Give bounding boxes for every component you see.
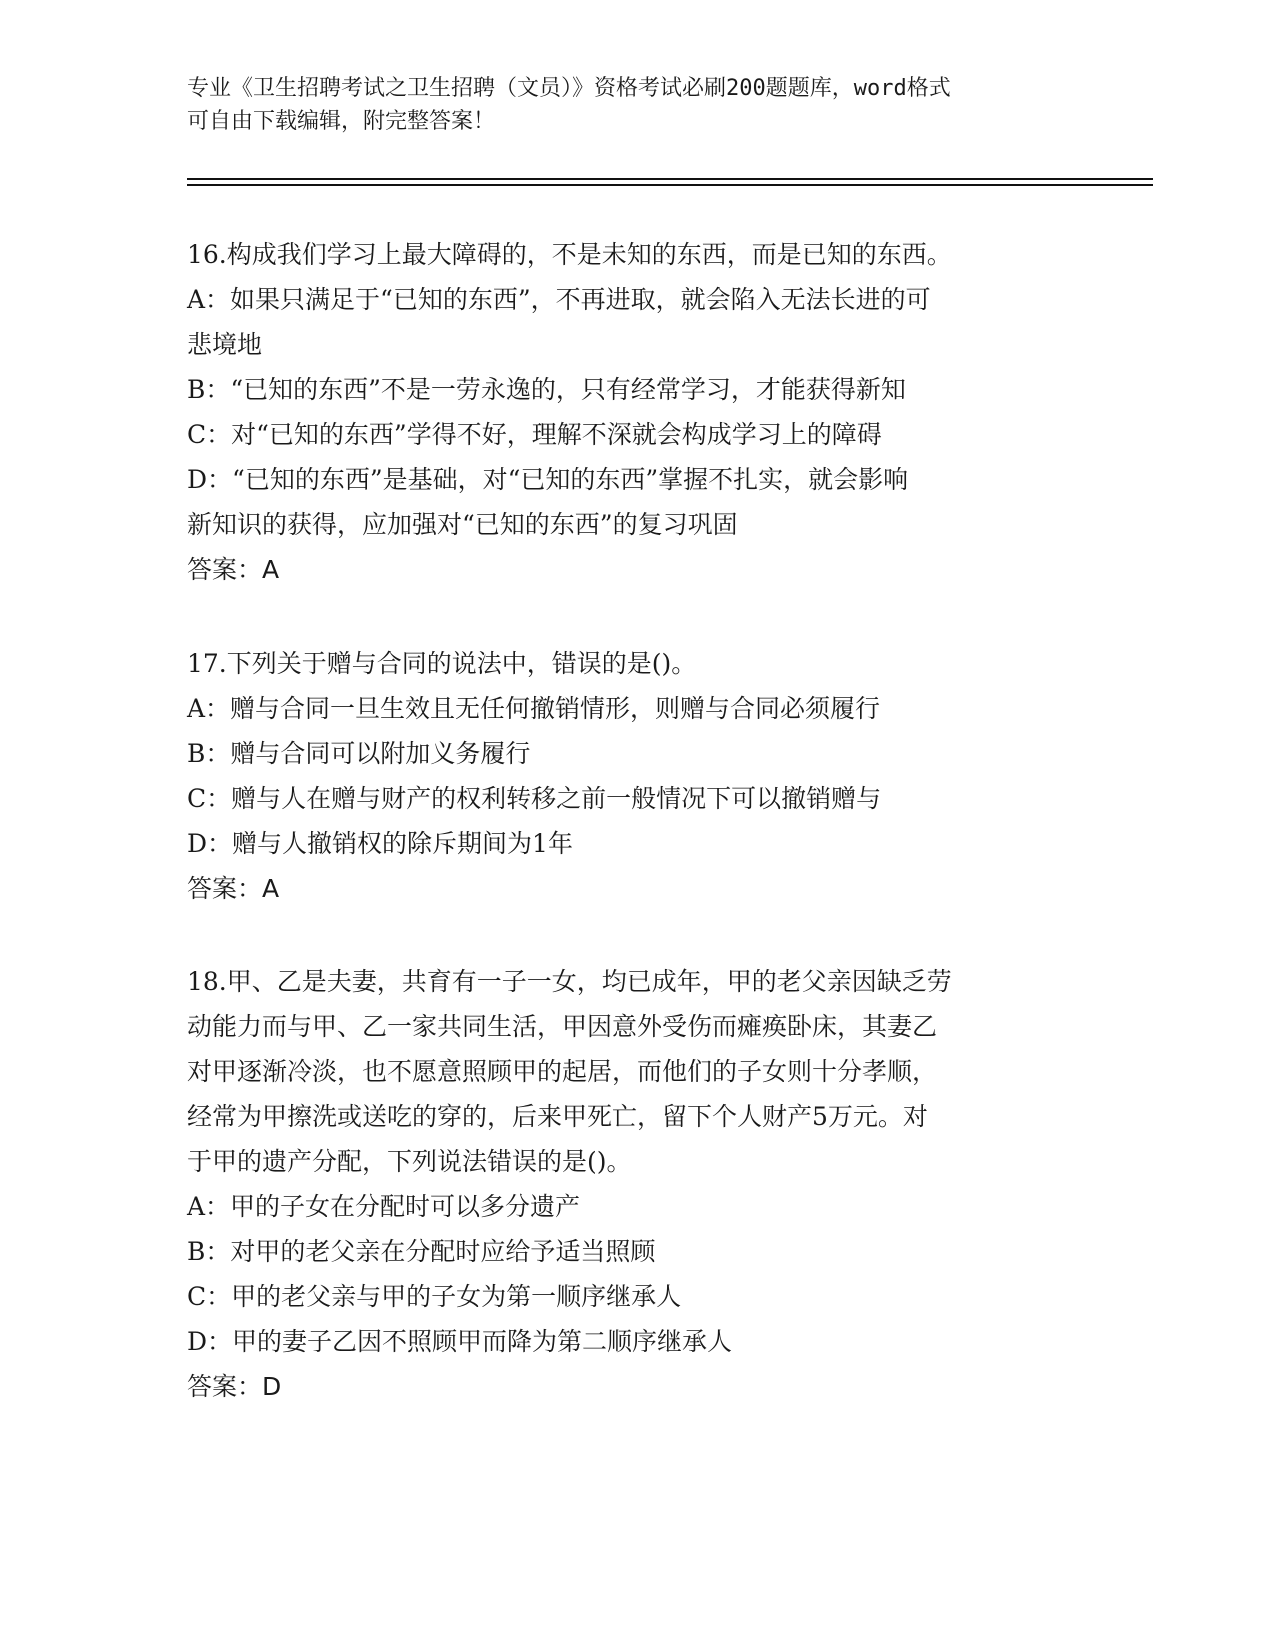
- question-18-stem-3: 对甲逐渐冷淡，也不愿意照顾甲的起居，而他们的子女则十分孝顺，: [187, 1057, 938, 1086]
- header-rule-top: [187, 178, 1153, 180]
- question-16-stem: 16.构成我们学习上最大障碍的，不是未知的东西，而是已知的东西。: [187, 240, 952, 269]
- question-17-stem: 17.下列关于赠与合同的说法中，错误的是()。: [187, 649, 697, 678]
- question-17-option-a: A：赠与合同一旦生效且无任何撤销情形，则赠与合同必须履行: [187, 694, 881, 723]
- question-16-option-d: D：“已知的东西”是基础，对“已知的东西”掌握不扎实，就会影响: [187, 465, 909, 494]
- question-16-option-b: B：“已知的东西”不是一劳永逸的，只有经常学习，才能获得新知: [187, 375, 906, 404]
- question-18-option-c: C：甲的老父亲与甲的子女为第一顺序继承人: [187, 1282, 682, 1311]
- question-16-option-d-cont: 新知识的获得，应加强对“已知的东西”的复习巩固: [187, 510, 738, 539]
- document-header: [187, 72, 1087, 138]
- question-17-option-b: B：赠与合同可以附加义务履行: [187, 739, 531, 768]
- question-16-option-c: C：对“已知的东西”学得不好，理解不深就会构成学习上的障碍: [187, 420, 882, 449]
- question-18-option-a: A：甲的子女在分配时可以多分遗产: [187, 1192, 581, 1221]
- question-17-answer: 答案：A: [187, 874, 280, 903]
- question-18: [187, 959, 1087, 1409]
- question-16-option-a-cont: 悲境地: [187, 330, 263, 359]
- header-line-1: 专业《卫生招聘考试之卫生招聘（文员）》资格考试必刷200题题库，word格式: [187, 76, 951, 101]
- question-18-option-d: D：甲的妻子乙因不照顾甲而降为第二顺序继承人: [187, 1327, 733, 1356]
- question-18-stem-4: 经常为甲擦洗或送吃的穿的，后来甲死亡，留下个人财产5万元。对: [187, 1102, 928, 1131]
- question-16: [187, 232, 1087, 592]
- question-18-stem-5: 于甲的遗产分配，下列说法错误的是()。: [187, 1147, 632, 1176]
- question-17-option-c: C：赠与人在赠与财产的权利转移之前一般情况下可以撤销赠与: [187, 784, 882, 813]
- header-rule-bottom: [187, 184, 1153, 186]
- question-18-stem-2: 动能力而与甲、乙一家共同生活，甲因意外受伤而瘫痪卧床，其妻乙: [187, 1012, 938, 1041]
- header-line-2: 可自由下载编辑，附完整答案！: [187, 109, 496, 134]
- question-17: [187, 641, 1087, 911]
- question-16-option-a: A：如果只满足于“已知的东西”，不再进取，就会陷入无法长进的可: [187, 285, 931, 314]
- question-16-answer: 答案：A: [187, 555, 280, 584]
- question-18-answer: 答案：D: [187, 1372, 282, 1401]
- question-17-option-d: D：赠与人撤销权的除斥期间为1年: [187, 829, 573, 858]
- question-18-option-b: B：对甲的老父亲在分配时应给予适当照顾: [187, 1237, 656, 1266]
- question-18-stem-1: 18.甲、乙是夫妻，共育有一子一女，均已成年，甲的老父亲因缺乏劳: [187, 967, 952, 996]
